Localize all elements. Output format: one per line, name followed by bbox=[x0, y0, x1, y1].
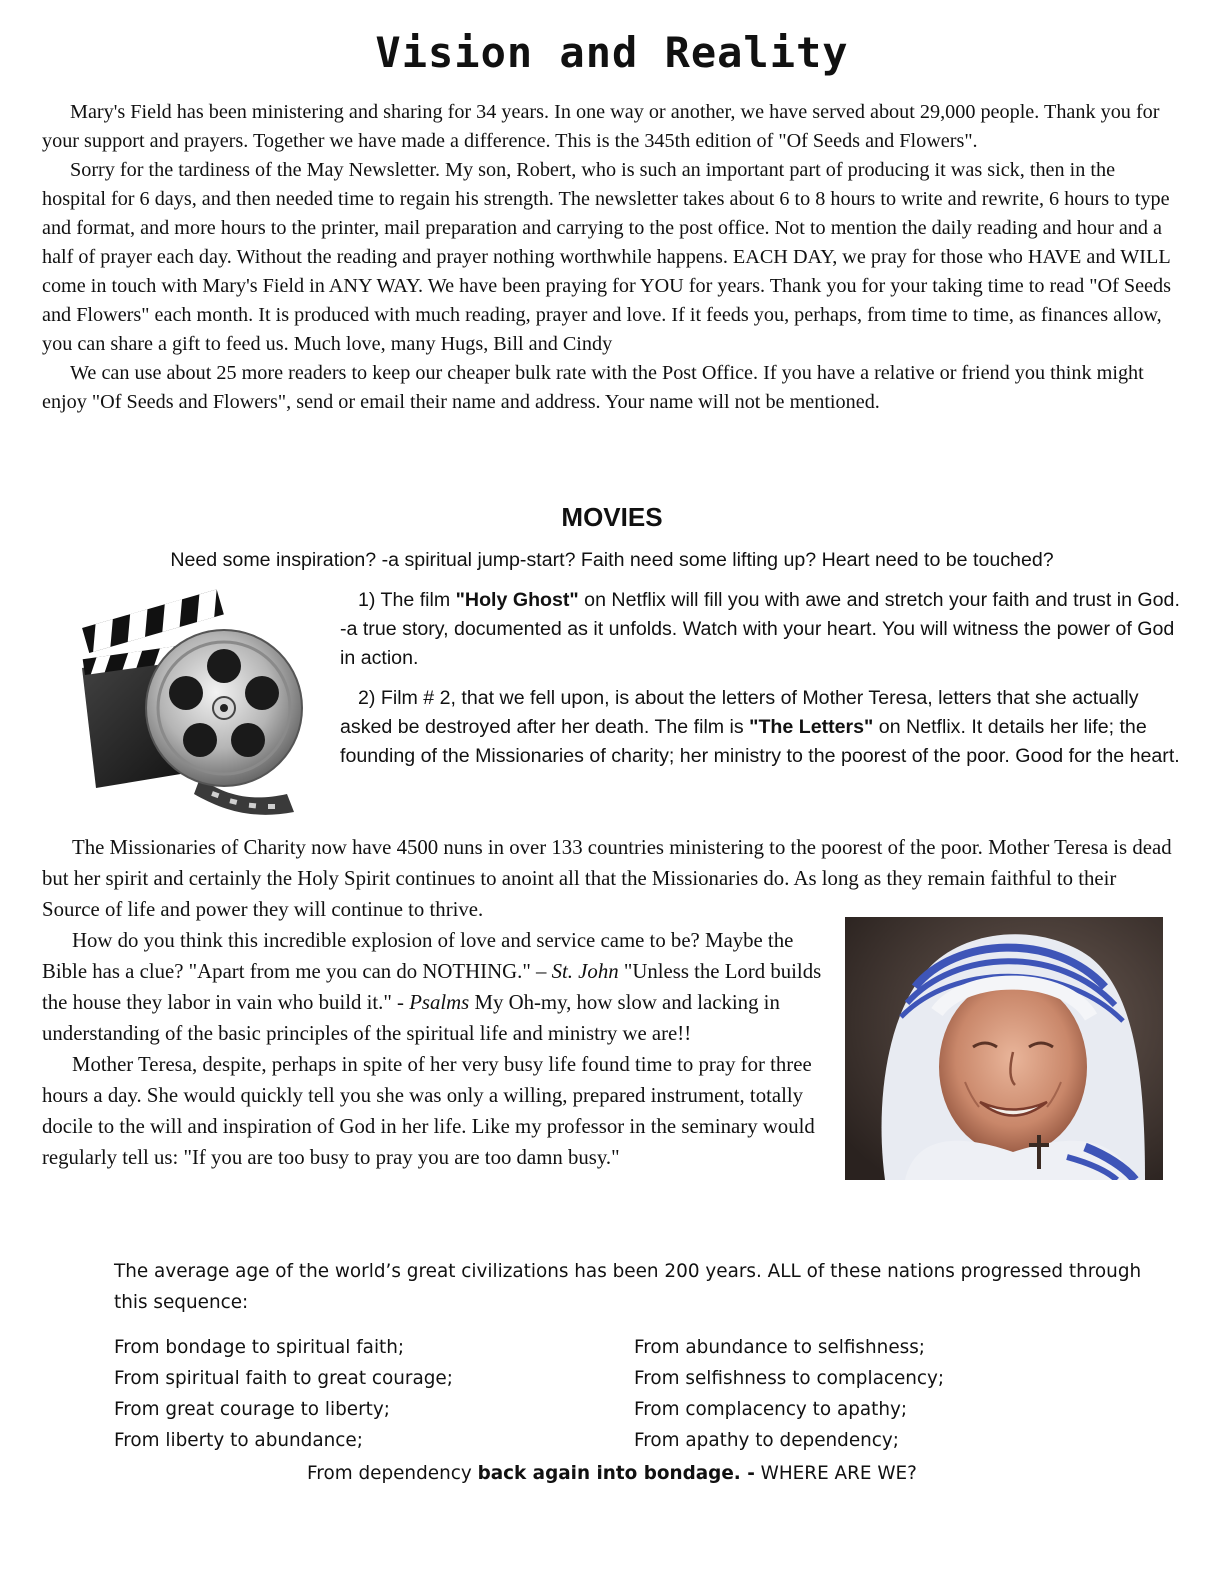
film-item bbox=[340, 684, 1180, 771]
sequence-right-column bbox=[634, 1332, 1154, 1456]
film-text: on Netflix. It details her life; the founding of the Missionaries of charity; her ministry to the poorest of the poor. Good for the heart. bbox=[340, 716, 1180, 767]
civilizations-intro: The average age of the world’s great civilizations has been 200 years. ALL of these nations progressed through this sequence: bbox=[114, 1261, 1142, 1313]
sequence-item: From spiritual faith to great courage; bbox=[114, 1368, 453, 1389]
sequence-item: From bondage to spiritual faith; bbox=[114, 1337, 405, 1358]
intro-section bbox=[42, 98, 1174, 417]
final-bold-text: back again into bondage. - bbox=[477, 1463, 755, 1484]
missionaries-paragraph: The Missionaries of Charity now have 4500 nuns in over 133 countries ministering to the poorest of the poor. Mother Teresa is dead but her spirit and certainly the Holy Spirit continues to anoint all that the Missionaries do. As long as they remain faithful to their Source of life and power they will continue to thrive. bbox=[42, 836, 1172, 921]
sequence-item: From complacency to apathy; bbox=[634, 1399, 908, 1420]
paragraph-text: "Unless the Lord builds the house they labor in vain who build it." - bbox=[42, 960, 822, 1014]
paragraph-text: My Oh-my, how slow and lacking in understanding of the basic principles of the spiritual life and ministry we are!! bbox=[42, 991, 780, 1045]
scripture-source: Psalms bbox=[409, 991, 470, 1014]
sequence-item: From apathy to dependency; bbox=[634, 1430, 899, 1451]
mother-teresa-photo bbox=[845, 917, 1163, 1180]
intro-paragraph: Sorry for the tardiness of the May Newsletter. My son, Robert, who is such an important part of producing it was sick, then in the hospital for 6 days, and then needed time to regain his strength. The newsletter takes about 6 to 8 hours to write and rewrite, 6 hours to type and format, and more hours to the printer, mail preparation and carrying to the post office. Not to mention the daily reading and hour and a half of prayer each day. Without the reading and prayer nothing worthwhile happens. EACH DAY, we pray for those who HAVE and WILL come in touch with Mary's Field in ANY WAY. We have been praying for YOU for years. Thank you for your taking time to read "Of Seeds and Flowers" each month. It is produced with much reading, prayer and love. If it feeds you, perhaps, from time to time, as finances allow, you can share a gift to feed us. Much love, many Hugs, Bill and Cindy bbox=[42, 159, 1171, 355]
sequence-final-line bbox=[0, 1458, 1224, 1489]
film-text: 2) Film # 2, that we fell upon, is about the letters of Mother Teresa, letters that she actually asked be destroyed after her death. The film is bbox=[340, 687, 1139, 738]
film-text: on Netflix will fill you with awe and stretch your faith and trust in God. -a true story, documented as it unfolds. Watch with your heart. You will witness the power of God in action. bbox=[340, 589, 1180, 669]
missionaries-paragraph bbox=[42, 925, 832, 1049]
film-item bbox=[340, 586, 1180, 673]
movies-heading: MOVIES bbox=[561, 502, 663, 532]
film-text: 1) The film bbox=[358, 589, 456, 611]
final-text: From dependency bbox=[307, 1463, 478, 1484]
scripture-source: St. John bbox=[551, 960, 619, 983]
civilizations-sequence bbox=[114, 1332, 1154, 1456]
intro-paragraph: We can use about 25 more readers to keep our cheaper bulk rate with the Post Office. If you have a relative or friend you think might enjoy "Of Seeds and Flowers", send or email their name and address. Your name will not be mentioned. bbox=[42, 362, 1144, 413]
missionaries-column bbox=[42, 925, 832, 1173]
final-question: WHERE ARE WE? bbox=[754, 1463, 917, 1484]
intro-paragraph: Mary's Field has been ministering and sharing for 34 years. In one way or another, we have served about 29,000 people. Thank you for your support and prayers. Together we have made a difference. This is the 345th edition of "Of Seeds and Flowers". bbox=[42, 101, 1160, 152]
civilizations-section bbox=[114, 1256, 1154, 1456]
sequence-item: From abundance to selfishness; bbox=[634, 1337, 925, 1358]
film-clapperboard-reel-icon bbox=[72, 588, 312, 820]
missionaries-section bbox=[42, 832, 1174, 925]
films-section bbox=[340, 586, 1180, 782]
sequence-left-column bbox=[114, 1332, 634, 1456]
film-title: "The Letters" bbox=[749, 716, 874, 738]
page-title: Vision and Reality bbox=[375, 28, 849, 77]
sequence-item: From great courage to liberty; bbox=[114, 1399, 390, 1420]
missionaries-paragraph: Mother Teresa, despite, perhaps in spite of her very busy life found time to pray for three hours a day. She would quickly tell you she was only a willing, prepared instrument, totally docile to the will and inspiration of God in her life. Like my professor in the seminary would regularly tell us: "If you are too busy to pray you are too damn busy." bbox=[42, 1053, 815, 1169]
sequence-item: From liberty to abundance; bbox=[114, 1430, 363, 1451]
sequence-item: From selfishness to complacency; bbox=[634, 1368, 945, 1389]
movies-subheading: Need some inspiration? -a spiritual jump-start? Faith need some lifting up? Heart need to be touched? bbox=[170, 549, 1054, 571]
film-title: "Holy Ghost" bbox=[455, 589, 579, 611]
paragraph-text: How do you think this incredible explosion of love and service came to be? Maybe the Bible has a clue? "Apart from me you can do NOTHING." – bbox=[42, 929, 794, 983]
